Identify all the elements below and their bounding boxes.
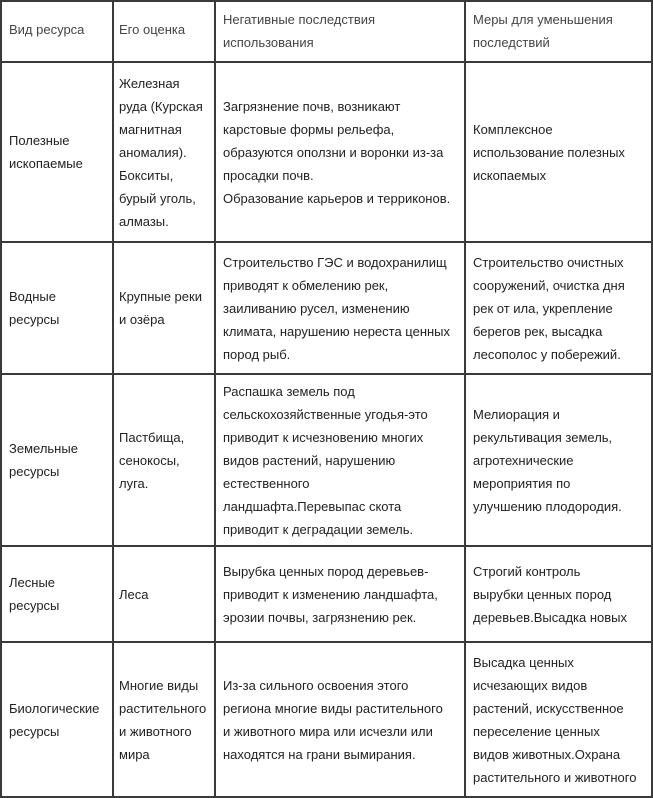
grid-line-v	[112, 0, 114, 798]
row-biological-assessment	[119, 643, 213, 796]
text-line: сенокосы,	[119, 452, 180, 468]
text-line: Бокситы,	[119, 167, 174, 183]
text-line: Леса	[119, 586, 149, 602]
text-line: региона многие виды растительного	[223, 700, 443, 716]
text-line: видов растений, нарушению	[223, 452, 396, 468]
text-line: лесополос у побережий.	[473, 346, 621, 362]
row-forest-assessment	[119, 547, 213, 641]
text-line: рекультивация земель,	[473, 429, 613, 445]
text-line: и животного мира или исчезли или	[223, 723, 433, 739]
text-line: исчезающих видов	[473, 677, 588, 693]
text-line: климата, нарушению нереста ценных	[223, 323, 451, 339]
text-line: ископаемые	[9, 156, 83, 171]
text-line: эрозии почвы, загрязнению рек.	[223, 609, 417, 625]
text-line: растительного и животного	[473, 769, 637, 785]
text-line: Из-за сильного освоения этого	[223, 677, 409, 693]
text-line: Строгий контроль	[473, 563, 581, 579]
text-line: агротехнические	[473, 452, 574, 468]
row-minerals-assessment	[119, 63, 213, 241]
text-line: Вид ресурса	[9, 22, 85, 37]
row-land-negative	[223, 375, 463, 545]
row-minerals-measures	[473, 63, 649, 241]
text-line: бурый уголь,	[119, 190, 196, 206]
text-line: ресурсы	[9, 598, 60, 613]
text-line: Строительство очистных	[473, 254, 624, 270]
text-line: приводят к обмелению рек,	[223, 277, 389, 293]
text-line: Его оценка	[119, 22, 186, 37]
row-biological-measures	[473, 643, 650, 796]
grid-line-v	[0, 0, 2, 798]
text-line: просадки почв.	[223, 167, 314, 183]
text-line: Биологические	[9, 700, 100, 716]
text-line: Вырубка ценных пород деревьев-	[223, 563, 429, 579]
text-line: берегов рек, высадка	[473, 323, 603, 339]
text-line: ресурсы	[9, 312, 60, 327]
grid-line-h	[0, 0, 653, 2]
text-line: ресурсы	[9, 723, 60, 739]
text-line: луга.	[119, 475, 149, 491]
text-line: Комплексное	[473, 121, 553, 137]
text-line: Образование карьеров и терриконов.	[223, 190, 451, 206]
grid-line-v	[464, 0, 466, 798]
text-line: сооружений, очистка дня	[473, 277, 625, 293]
text-line: Полезные	[9, 133, 70, 148]
row-forest-negative	[223, 547, 463, 641]
row-water-measures	[473, 243, 650, 373]
text-line: использование полезных	[473, 144, 625, 160]
row-land-type	[9, 375, 109, 545]
text-line: растительного	[119, 700, 207, 716]
text-line: Земельные	[9, 441, 78, 456]
row-water-type	[9, 243, 109, 373]
row-forest-measures	[473, 547, 650, 641]
text-line: образуются оползни и воронки из-за	[223, 144, 444, 160]
text-line: алмазы.	[119, 213, 169, 229]
text-line: Меры для уменьшения	[473, 12, 613, 27]
text-line: ресурсы	[9, 464, 60, 479]
text-line: переселение ценных	[473, 723, 600, 739]
text-line: Крупные реки	[119, 289, 202, 304]
text-line: заиливанию русел, изменению	[223, 300, 410, 316]
text-line: мероприятия по	[473, 475, 571, 491]
text-line: магнитная	[119, 121, 182, 137]
text-line: Строительство ГЭС и водохранилищ	[223, 254, 447, 270]
text-line: Распашка земель под	[223, 383, 355, 399]
text-line: пород рыб.	[223, 346, 291, 362]
row-water-assessment	[119, 243, 213, 373]
text-line: ископаемых	[473, 167, 547, 183]
text-line: последствий	[473, 35, 550, 50]
text-line: сельскохозяйственные угодья-это	[223, 406, 428, 422]
text-line: деревьев.Высадка новых	[473, 609, 628, 625]
text-line: находятся на грани вымирания.	[223, 746, 416, 762]
text-line: и животного	[119, 723, 192, 739]
text-line: карстовые формы рельефа,	[223, 121, 395, 137]
text-line: вырубки ценных пород	[473, 586, 612, 602]
text-line: Пастбища,	[119, 429, 185, 445]
text-line: естественного	[223, 475, 310, 491]
text-line: Железная	[119, 75, 180, 91]
row-minerals-negative	[223, 63, 463, 241]
text-line: использования	[223, 35, 314, 50]
text-line: растений, искусственное	[473, 700, 624, 716]
row-land-assessment	[119, 375, 213, 545]
text-line: ландшафта.Перевыпас скота	[223, 498, 402, 514]
text-line: и озёра	[119, 312, 165, 327]
text-line: Многие виды	[119, 677, 199, 693]
text-line: улучшению плодородия.	[473, 498, 622, 514]
text-line: рек от ила, укрепление	[473, 300, 613, 316]
row-water-negative	[223, 243, 463, 373]
text-line: Мелиорация и	[473, 406, 560, 422]
text-line: Негативные последствия	[223, 12, 376, 27]
text-line: приводит к исчезновению многих	[223, 429, 424, 445]
header-resource-type	[9, 18, 109, 58]
text-line: приводит к деградации земель.	[223, 521, 414, 537]
text-line: руда (Курская	[119, 98, 203, 114]
grid-line-v	[214, 0, 216, 798]
text-line: видов животных.Охрана	[473, 746, 621, 762]
text-line: мира	[119, 746, 150, 762]
row-biological-type	[9, 643, 111, 796]
text-line: Загрязнение почв, возникают	[223, 98, 401, 114]
text-line: Водные	[9, 289, 56, 304]
text-line: Высадка ценных	[473, 654, 574, 670]
row-land-measures	[473, 375, 649, 545]
row-biological-negative	[223, 643, 463, 796]
text-line: Лесные	[9, 575, 56, 590]
text-line: приводит к изменению ландшафта,	[223, 586, 438, 602]
text-line: аномалия).	[119, 144, 187, 160]
row-forest-type	[9, 547, 109, 641]
header-assessment	[119, 18, 211, 58]
row-minerals-type	[9, 63, 109, 241]
header-mitigation-measures	[473, 8, 649, 58]
header-negative-consequences	[223, 8, 461, 58]
